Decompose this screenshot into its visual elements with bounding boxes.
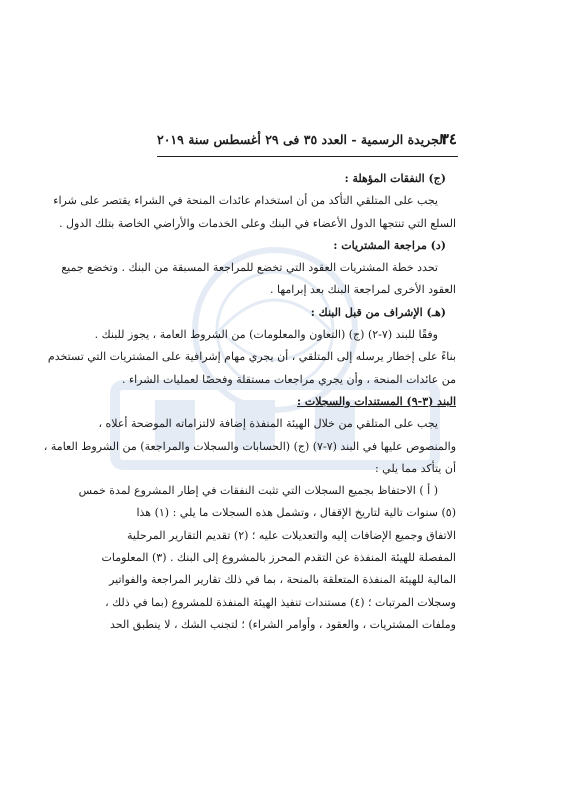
body-line: (٥) سنوات تالية لتاريخ الإقفال ، وتشمل هذه السجلات ما يلي : (١) هذا [136,506,456,520]
body-line: وملفات المشتريات ، والعقود ، وأوامر الشراء) ؛ لتجنب الشك ، لا ينطبق الحد [110,617,456,631]
body-line: من عائدات المنحة ، وأن يجري مراجعات مستقلة وفحصًا لعمليات الشراء . [121,372,456,386]
body-line: أن يتأكد مما يلي : [374,461,456,475]
section-heading-documents-records: البند (٣-٩) المستندات والسجلات : [297,394,456,408]
body-line: العقود الأخرى لمراجعة البنك بعد إبرامها . [269,283,456,297]
body-line: السلع التي تنتجها الدول الأعضاء في البنك وعلى الخدمات والأراضي الخاصة بتلك الدول . [59,216,456,230]
body-line: المالية للهيئة المنفذة المتعلقة بالمنحة ، بما في ذلك تقارير المراجعة والفواتير [109,573,456,587]
body-line: يجب على المتلقي التأكد من أن استخدام عائدات المنحة في الشراء يقتصر على شراء [53,194,438,208]
body-line: تحدد خطة المشتريات العقود التي تخضع للمراجعة المسبقة من البنك . وتخضع جميع [61,261,438,275]
page-header [157,131,457,153]
body-line: ( أ ) الاحتفاظ بجميع السجلات التي تثبت النفقات في إطار المشروع لمدة خمس [78,484,438,498]
body-line: الاتفاق وجميع الإضافات إليه والتعديلات عليه ؛ (٢) تقديم التقارير المرحلية [127,528,456,542]
body-line: بناءً على إخطار يرسله إلى المتلقي ، أن يجري مهام إشرافية على المشتريات التي تستخدم [47,350,456,364]
section-heading-eligible-expenses: (ج) النفقات المؤهلة : [344,172,446,185]
header-rule [157,156,458,157]
body-line: المفصلة للهيئة المنفذة عن التقدم المحرز بالمشروع إلى البنك . (٣) المعلومات [101,551,456,565]
body-line: وسجلات المرتبات ؛ (٤) مستندات تنفيذ الهيئة المنفذة للمشروع (بما في ذلك ، [105,595,456,609]
body-line: يجب على المتلقي من خلال الهيئة المنفذة إضافة لالتزاماته الموضحة أعلاه ، [98,417,438,431]
page-number: ٣٤ [440,130,457,148]
section-heading-procurement-review: (د) مراجعة المشتريات : [333,238,446,252]
body-line: وفقًا للبند (٧-٢) (ج) (التعاون والمعلومات) من الشروط العامة ، يجوز للبنك . [94,328,438,342]
section-heading-bank-supervision: (هـ) الإشراف من قبل البنك : [310,305,446,319]
body-line: والمنصوص عليها في البند (٧-٧) (ج) (الحسابات والسجلات والمراجعة) من الشروط العامة ، [43,439,456,453]
gazette-title: الجريدة الرسمية - العدد ٣٥ فى ٢٩ أغسطس سنة ٢٠١٩ [157,132,447,147]
document-body [43,168,456,636]
